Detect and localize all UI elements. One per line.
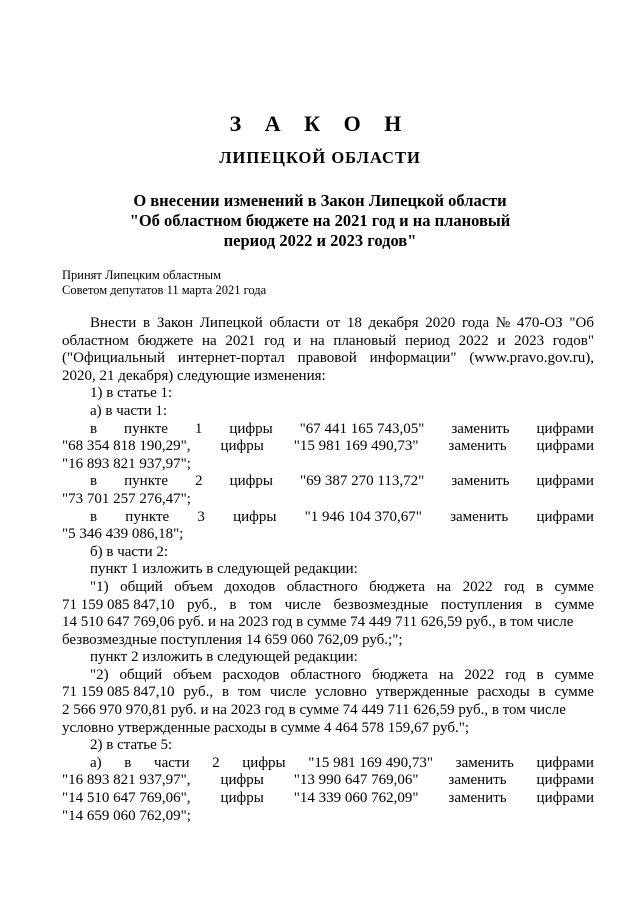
body-word: года — [462, 315, 490, 331]
law-body — [62, 315, 594, 825]
body-word: числе — [284, 596, 321, 613]
body-word: области — [269, 315, 320, 331]
body-word: цифры — [220, 438, 264, 455]
body-word: Закон — [156, 315, 194, 331]
body-line: условно утвержденные расходы в сумме 4 464 578 159,67 руб."; — [62, 719, 469, 736]
body-word: заменить — [451, 420, 510, 437]
body-word: "Об — [569, 315, 594, 331]
body-word: в — [90, 420, 98, 437]
body-word: 470-ОЗ — [516, 315, 563, 331]
body-word: сумме — [554, 596, 594, 613]
body-word: сумме — [554, 684, 594, 701]
body-word: правовой — [297, 350, 357, 367]
body-word: том — [237, 684, 262, 701]
body-word: цифрами — [536, 438, 594, 455]
body-word: цифры — [229, 473, 273, 490]
body-word: в — [536, 578, 544, 595]
body-word: цифрами — [536, 790, 594, 807]
body-word: "2) — [90, 666, 109, 683]
body-line — [62, 509, 594, 527]
body-word: общий — [119, 666, 163, 683]
body-word: "15 981 169 490,73" — [293, 438, 419, 455]
body-word: в — [229, 596, 237, 613]
body-word: пункте — [124, 420, 168, 437]
body-word: 1 — [194, 420, 203, 437]
body-word: год — [264, 332, 285, 349]
body-word: 2 — [195, 473, 203, 490]
body-word: "16 893 821 937,97", — [62, 772, 191, 789]
body-word: заменить — [450, 508, 509, 525]
body-word: от — [326, 315, 341, 331]
body-word: в — [143, 315, 151, 331]
body-word: в — [536, 666, 544, 683]
body-word: в — [90, 473, 98, 490]
subject-line: период 2022 и 2023 годов" — [223, 231, 417, 250]
body-word: заменить — [448, 438, 507, 455]
body-word: сумме — [554, 578, 594, 595]
body-line: б) в части 2: — [90, 543, 169, 560]
body-word: цифры — [229, 420, 273, 437]
body-word: 2022 — [458, 332, 489, 349]
body-line: пункт 2 изложить в следующей редакции: — [90, 649, 358, 666]
body-word: заменить — [448, 772, 507, 789]
body-word: "14 339 060 762,09" — [293, 790, 419, 807]
body-word: на — [436, 578, 452, 595]
body-line — [62, 473, 594, 491]
body-line: 14 510 647 769,06 руб. и на 2023 год в сумме 74 449 711 626,59 руб., в том числе — [62, 614, 574, 631]
body-word: "13 990 647 769,06" — [293, 772, 419, 789]
body-word: 18 — [346, 315, 362, 331]
body-word: интернет-портал — [177, 350, 285, 367]
body-word: цифрами — [536, 754, 594, 771]
body-word: цифры — [220, 790, 264, 807]
body-word: и — [293, 332, 302, 349]
body-word: руб., — [187, 596, 217, 613]
body-word: информации" — [369, 350, 457, 367]
body-word: сумме — [554, 666, 594, 683]
body-word: 2022 — [464, 666, 495, 683]
body-line — [62, 684, 594, 702]
body-word: "15 981 169 490,73" — [308, 754, 434, 771]
body-word: в — [538, 684, 546, 701]
body-word: в — [534, 596, 543, 613]
body-line — [62, 421, 594, 439]
body-word: пункте — [124, 473, 168, 490]
body-word: доходов — [224, 578, 276, 595]
body-word: № — [495, 315, 511, 331]
body-word: числе — [269, 684, 307, 701]
body-word: руб., — [183, 684, 214, 701]
body-word: областного — [290, 666, 362, 683]
body-line — [62, 333, 594, 351]
body-word: части — [154, 754, 190, 771]
region-title: ЛИПЕЦКОЙ ОБЛАСТИ — [219, 148, 421, 167]
body-word: на — [438, 666, 454, 683]
body-word: расходы — [477, 684, 530, 701]
body-word: год — [505, 666, 526, 683]
body-word: объем — [173, 666, 212, 683]
body-word: утвержденные — [375, 684, 469, 701]
body-line — [62, 667, 594, 685]
body-word: "68 354 818 190,29", — [62, 438, 191, 455]
body-word: пункте — [125, 508, 170, 525]
body-line: безвозмездные поступления 14 659 060 762,09 руб.;"; — [62, 631, 403, 648]
body-word: 2022 — [462, 578, 493, 595]
body-word: областном — [62, 332, 129, 349]
body-word: год — [504, 578, 525, 595]
body-word: "1 946 104 370,67" — [304, 508, 422, 525]
body-line: "14 659 060 762,09"; — [62, 807, 191, 824]
body-word: цифрами — [536, 473, 594, 490]
body-word: и — [497, 332, 506, 349]
adoption-line: Принят Липецким областным — [62, 268, 221, 282]
body-word: а) — [90, 754, 102, 771]
body-word: в — [124, 754, 132, 771]
body-line — [62, 350, 594, 368]
adoption-note — [62, 268, 266, 298]
body-word: областного — [286, 578, 358, 595]
body-word: общий — [120, 578, 163, 595]
body-word: цифры — [233, 508, 277, 525]
body-word: период — [405, 332, 450, 349]
document-title: З А К О Н — [229, 111, 411, 136]
body-word: 2021 — [225, 332, 256, 349]
body-line: "73 701 257 276,47"; — [62, 490, 191, 507]
body-line: 2020, 21 декабря) следующие изменения: — [62, 367, 326, 384]
body-word: том — [248, 596, 273, 613]
body-line: 2 566 970 970,81 руб. и на 2023 год в сумме 74 449 711 626,59 руб., в том числе — [62, 702, 566, 719]
body-word: бюджете — [137, 332, 194, 349]
body-word: "67 441 165 743,05" — [299, 420, 425, 437]
body-word: заменить — [451, 473, 510, 490]
body-word: в — [90, 508, 98, 525]
body-word: Липецкой — [199, 315, 263, 331]
body-word: расходов — [222, 666, 280, 683]
body-word: (www.pravo.gov.ru), — [469, 350, 594, 367]
body-line — [62, 755, 594, 773]
body-word: цифрами — [536, 420, 594, 437]
body-word: плановый — [333, 332, 397, 349]
body-line — [62, 772, 594, 790]
body-word: объем — [174, 578, 213, 595]
body-word: в — [222, 684, 230, 701]
subject-line: "Об областном бюджете на 2021 год и на плановый — [129, 211, 511, 230]
body-line: 1) в статье 1: — [90, 385, 173, 402]
body-word: цифрами — [536, 508, 594, 525]
body-word: на — [202, 332, 217, 349]
body-word: цифры — [242, 754, 286, 771]
body-line: а) в части 1: — [90, 402, 168, 419]
body-word: заменить — [455, 754, 514, 771]
body-word: 2 — [212, 754, 220, 771]
body-line — [62, 438, 594, 456]
body-word: ("Официальный — [62, 350, 166, 367]
subject-line: О внесении изменений в Закон Липецкой области — [133, 191, 507, 210]
body-word: цифры — [220, 772, 264, 789]
adoption-line: Советом депутатов 11 марта 2021 года — [62, 283, 267, 297]
body-line — [62, 579, 594, 597]
body-word: цифрами — [536, 772, 594, 789]
body-word: 71 159 085 847,10 — [62, 684, 175, 701]
body-word: условно — [315, 684, 367, 701]
body-line: "16 893 821 937,97"; — [62, 455, 191, 472]
body-word: бюджета — [372, 666, 428, 683]
body-word: годов" — [552, 332, 594, 349]
body-line — [62, 315, 594, 333]
body-word: "14 510 647 769,06", — [62, 790, 191, 807]
body-word: "69 387 270 113,72" — [300, 473, 425, 490]
body-word: 71 159 085 847,10 — [62, 596, 175, 613]
body-word: 3 — [197, 508, 205, 525]
body-word: Внести — [90, 315, 137, 331]
law-subject — [60, 191, 580, 251]
body-word: "1) — [90, 578, 109, 595]
body-word: безвозмездные — [333, 596, 429, 613]
body-line — [62, 790, 594, 808]
body-word: бюджета — [369, 578, 426, 595]
body-word: 2020 — [425, 315, 456, 331]
body-line: пункт 1 изложить в следующей редакции: — [90, 561, 358, 578]
body-word: поступления — [440, 596, 523, 613]
body-word: декабря — [368, 315, 419, 331]
body-word: на — [310, 332, 325, 349]
body-word: заменить — [448, 790, 507, 807]
body-line: 2) в статье 5: — [90, 737, 173, 754]
body-line — [62, 597, 594, 615]
body-word: 2023 — [514, 332, 545, 349]
body-line: "5 346 439 086,18"; — [62, 526, 184, 543]
